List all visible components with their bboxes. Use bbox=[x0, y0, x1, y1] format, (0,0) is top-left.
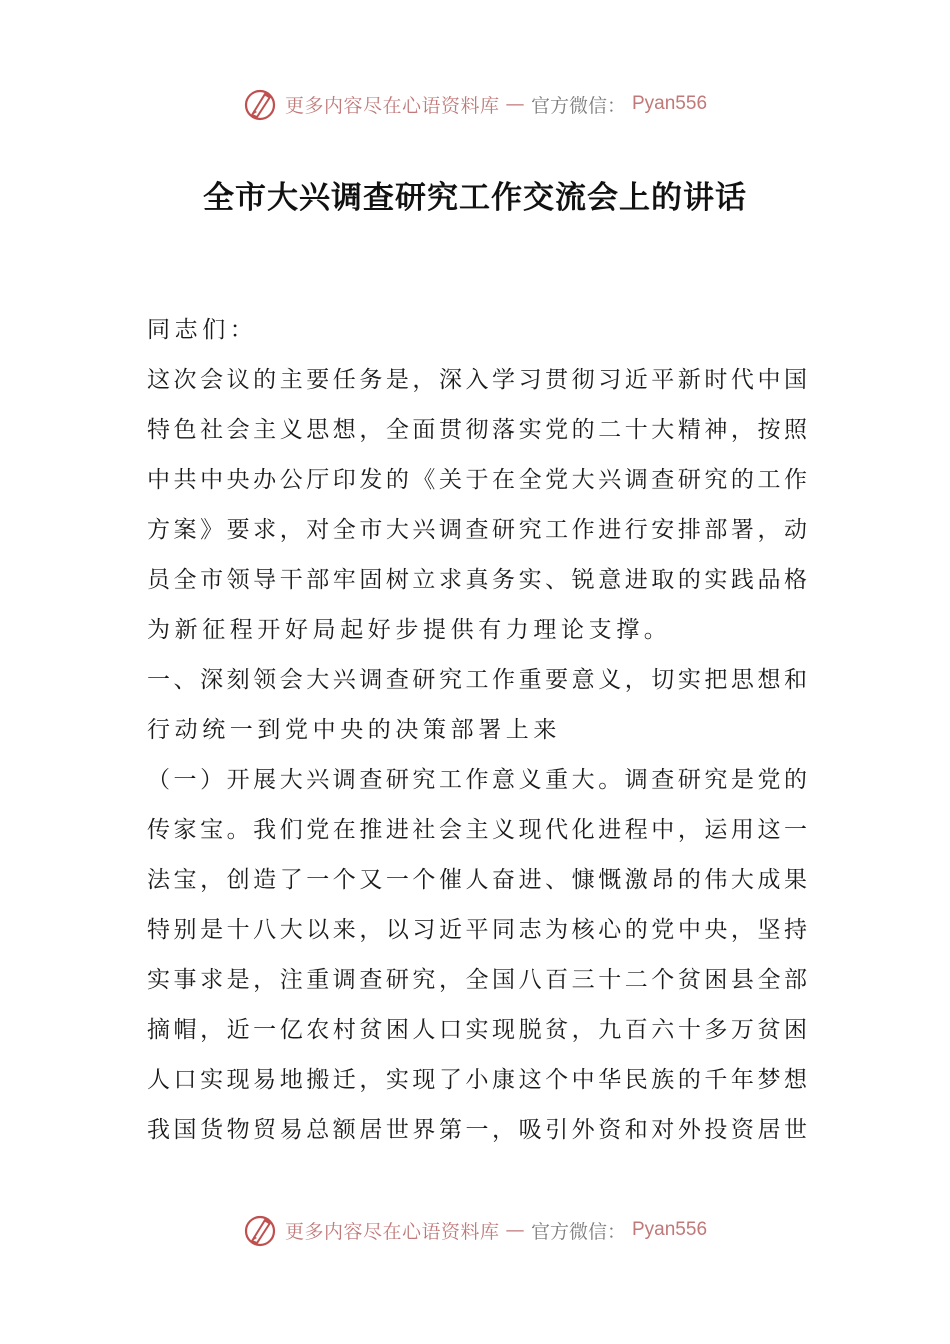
body-line: 法宝，创造了一个又一个催人奋进、慷慨激昂的伟大成果 bbox=[147, 867, 807, 893]
watermark-dash: — bbox=[505, 93, 525, 115]
body-line: 中共中央办公厅印发的《关于在全党大兴调查研究的工作 bbox=[147, 467, 807, 493]
body-line: 人口实现易地搬迁，实现了小康这个中华民族的千年梦想 bbox=[147, 1067, 807, 1093]
watermark-content bbox=[243, 86, 707, 122]
body-line: 特色社会主义思想，全面贯彻落实党的二十大精神，按照 bbox=[147, 417, 807, 443]
body-line: 传家宝。我们党在推进社会主义现代化进程中，运用这一 bbox=[147, 817, 807, 843]
watermark-wechat-label: 官方微信： bbox=[530, 94, 626, 117]
body-line: 员全市领导干部牢固树立求真务实、锐意进取的实践品格 bbox=[147, 567, 807, 593]
section-heading-line: 行动统一到党中央的决策部署上来 bbox=[147, 717, 561, 743]
body-line: 这次会议的主要任务是，深入学习贯彻习近平新时代中国 bbox=[147, 367, 807, 393]
body-line: 实事求是，注重调查研究，全国八百三十二个贫困县全部 bbox=[147, 967, 807, 993]
body-line: 摘帽，近一亿农村贫困人口实现脱贫，九百六十多万贫困 bbox=[147, 1017, 807, 1043]
watermark-wechat-id: Pyan556 bbox=[632, 93, 708, 114]
footer-watermark-banner bbox=[0, 1210, 950, 1250]
body-line: 我国货物贸易总额居世界第一，吸引外资和对外投资居世 bbox=[147, 1117, 807, 1143]
header-watermark-banner bbox=[0, 84, 950, 124]
watermark-wechat-label: 官方微信： bbox=[530, 1220, 626, 1243]
document-title: 全市大兴调查研究工作交流会上的讲话 bbox=[203, 180, 747, 216]
body-line: 同志们： bbox=[147, 317, 258, 343]
section-heading-line: 一、深刻领会大兴调查研究工作重要意义，切实把思想和 bbox=[147, 667, 807, 693]
subsection-heading-line: （一）开展大兴调查研究工作意义重大。调查研究是党的 bbox=[147, 767, 807, 793]
document-body bbox=[147, 305, 807, 1155]
body-line: 方案》要求，对全市大兴调查研究工作进行安排部署，动 bbox=[147, 517, 807, 543]
pen-logo-icon bbox=[243, 86, 279, 122]
watermark-wechat-id: Pyan556 bbox=[632, 1219, 708, 1240]
watermark-text: 更多内容尽在心语资料库 bbox=[284, 94, 500, 117]
body-line: 特别是十八大以来，以习近平同志为核心的党中央，坚持 bbox=[147, 917, 807, 943]
watermark-content bbox=[243, 1212, 707, 1248]
pen-logo-icon bbox=[243, 1212, 279, 1248]
body-line: 为新征程开好局起好步提供有力理论支撑。 bbox=[147, 617, 672, 643]
watermark-dash: — bbox=[505, 1219, 525, 1241]
watermark-text: 更多内容尽在心语资料库 bbox=[284, 1220, 500, 1243]
